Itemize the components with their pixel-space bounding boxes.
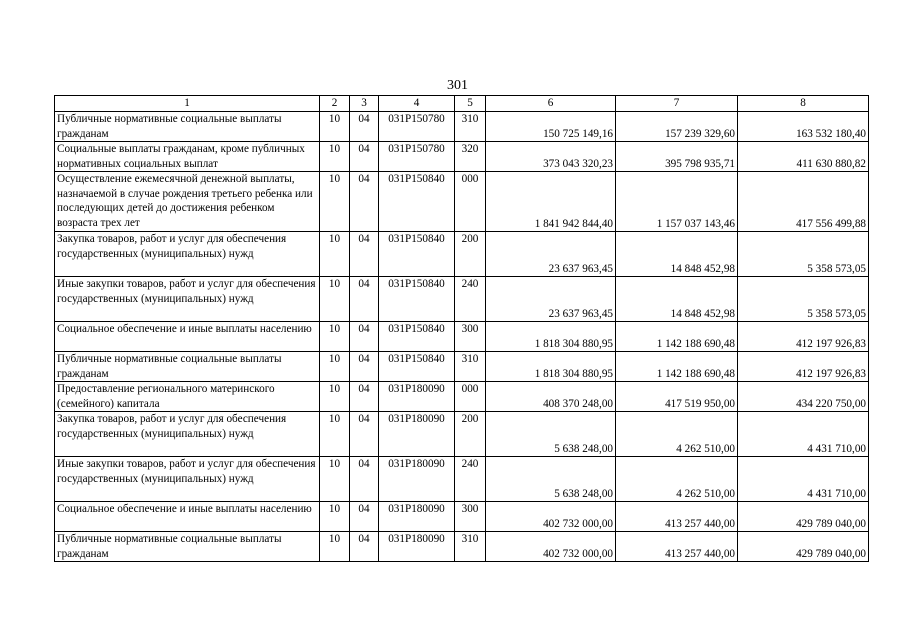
target-article-cell: 031P150840: [379, 172, 455, 232]
amount-col6-cell: 408 370 248,00: [486, 382, 616, 412]
table-header-row: [55, 96, 869, 112]
target-article-cell: 031P180090: [379, 382, 455, 412]
amount-col8-cell: 429 789 040,00: [738, 532, 869, 562]
row-name-cell: Социальные выплаты гражданам, кроме публичных нормативных социальных выплат: [55, 142, 320, 172]
section-code-cell: 10: [320, 382, 350, 412]
row-name-cell: Осуществление ежемесячной денежной выплаты, назначаемой в случае рождения третьего ребенка или последующих детей до достижения ребенком возраста трех лет: [55, 172, 320, 232]
section-code-cell: 10: [320, 172, 350, 232]
table-row: [55, 457, 869, 502]
subsection-code-cell: 04: [350, 412, 379, 457]
table-row: [55, 352, 869, 382]
amount-col8-cell: 412 197 926,83: [738, 352, 869, 382]
target-article-cell: 031P180090: [379, 532, 455, 562]
target-article-cell: 031P150780: [379, 112, 455, 142]
amount-col8-cell: 5 358 573,05: [738, 277, 869, 322]
table-row: [55, 322, 869, 352]
table-row: [55, 232, 869, 277]
amount-col7-cell: 4 262 510,00: [616, 457, 738, 502]
budget-table: [54, 95, 869, 562]
amount-col8-cell: 412 197 926,83: [738, 322, 869, 352]
subsection-code-cell: 04: [350, 172, 379, 232]
amount-col6-cell: 1 818 304 880,95: [486, 322, 616, 352]
amount-col6-cell: 402 732 000,00: [486, 502, 616, 532]
subsection-code-cell: 04: [350, 532, 379, 562]
row-name-cell: Публичные нормативные социальные выплаты гражданам: [55, 112, 320, 142]
section-code-cell: 10: [320, 277, 350, 322]
amount-col8-cell: 434 220 750,00: [738, 382, 869, 412]
target-article-cell: 031P180090: [379, 412, 455, 457]
table-row: [55, 112, 869, 142]
expense-type-cell: 310: [455, 352, 486, 382]
section-code-cell: 10: [320, 322, 350, 352]
expense-type-cell: 200: [455, 412, 486, 457]
target-article-cell: 031P150840: [379, 352, 455, 382]
row-name-cell: Закупка товаров, работ и услуг для обеспечения государственных (муниципальных) нужд: [55, 412, 320, 457]
amount-col7-cell: 14 848 452,98: [616, 232, 738, 277]
amount-col6-cell: 5 638 248,00: [486, 412, 616, 457]
expense-type-cell: 310: [455, 112, 486, 142]
amount-col8-cell: 429 789 040,00: [738, 502, 869, 532]
amount-col7-cell: 1 142 188 690,48: [616, 322, 738, 352]
expense-type-cell: 000: [455, 382, 486, 412]
expense-type-cell: 300: [455, 502, 486, 532]
amount-col7-cell: 413 257 440,00: [616, 532, 738, 562]
amount-col8-cell: 163 532 180,40: [738, 112, 869, 142]
target-article-cell: 031P150840: [379, 232, 455, 277]
amount-col6-cell: 5 638 248,00: [486, 457, 616, 502]
expense-type-cell: 310: [455, 532, 486, 562]
column-header-7: 7: [616, 96, 738, 112]
amount-col6-cell: 1 841 942 844,40: [486, 172, 616, 232]
column-header-8: 8: [738, 96, 869, 112]
expense-type-cell: 200: [455, 232, 486, 277]
target-article-cell: 031P150780: [379, 142, 455, 172]
row-name-cell: Иные закупки товаров, работ и услуг для обеспечения государственных (муниципальных) нужд: [55, 457, 320, 502]
section-code-cell: 10: [320, 412, 350, 457]
target-article-cell: 031P150840: [379, 322, 455, 352]
amount-col7-cell: 1 157 037 143,46: [616, 172, 738, 232]
table-row: [55, 172, 869, 232]
column-header-5: 5: [455, 96, 486, 112]
section-code-cell: 10: [320, 457, 350, 502]
subsection-code-cell: 04: [350, 502, 379, 532]
table-row: [55, 382, 869, 412]
amount-col7-cell: 4 262 510,00: [616, 412, 738, 457]
row-name-cell: Социальное обеспечение и иные выплаты населению: [55, 322, 320, 352]
row-name-cell: Публичные нормативные социальные выплаты гражданам: [55, 532, 320, 562]
amount-col6-cell: 402 732 000,00: [486, 532, 616, 562]
section-code-cell: 10: [320, 502, 350, 532]
column-header-4: 4: [379, 96, 455, 112]
table-row: [55, 412, 869, 457]
row-name-cell: Закупка товаров, работ и услуг для обеспечения государственных (муниципальных) нужд: [55, 232, 320, 277]
subsection-code-cell: 04: [350, 352, 379, 382]
amount-col6-cell: 23 637 963,45: [486, 232, 616, 277]
section-code-cell: 10: [320, 112, 350, 142]
column-header-3: 3: [350, 96, 379, 112]
amount-col8-cell: 417 556 499,88: [738, 172, 869, 232]
amount-col8-cell: 5 358 573,05: [738, 232, 869, 277]
subsection-code-cell: 04: [350, 277, 379, 322]
amount-col7-cell: 14 848 452,98: [616, 277, 738, 322]
page-number: 301: [447, 78, 468, 93]
subsection-code-cell: 04: [350, 112, 379, 142]
section-code-cell: 10: [320, 532, 350, 562]
column-header-1: 1: [55, 96, 320, 112]
expense-type-cell: 240: [455, 457, 486, 502]
expense-type-cell: 320: [455, 142, 486, 172]
subsection-code-cell: 04: [350, 457, 379, 502]
target-article-cell: 031P180090: [379, 502, 455, 532]
amount-col6-cell: 1 818 304 880,95: [486, 352, 616, 382]
amount-col7-cell: 417 519 950,00: [616, 382, 738, 412]
amount-col7-cell: 395 798 935,71: [616, 142, 738, 172]
amount-col8-cell: 411 630 880,82: [738, 142, 869, 172]
subsection-code-cell: 04: [350, 232, 379, 277]
amount-col7-cell: 157 239 329,60: [616, 112, 738, 142]
column-header-6: 6: [486, 96, 616, 112]
amount-col8-cell: 4 431 710,00: [738, 412, 869, 457]
amount-col7-cell: 413 257 440,00: [616, 502, 738, 532]
amount-col6-cell: 150 725 149,16: [486, 112, 616, 142]
table-row: [55, 277, 869, 322]
subsection-code-cell: 04: [350, 142, 379, 172]
expense-type-cell: 300: [455, 322, 486, 352]
table-row: [55, 532, 869, 562]
table-row: [55, 502, 869, 532]
row-name-cell: Публичные нормативные социальные выплаты гражданам: [55, 352, 320, 382]
section-code-cell: 10: [320, 142, 350, 172]
row-name-cell: Предоставление регионального материнского (семейного) капитала: [55, 382, 320, 412]
subsection-code-cell: 04: [350, 322, 379, 352]
section-code-cell: 10: [320, 232, 350, 277]
row-name-cell: Социальное обеспечение и иные выплаты населению: [55, 502, 320, 532]
amount-col6-cell: 373 043 320,23: [486, 142, 616, 172]
amount-col7-cell: 1 142 188 690,48: [616, 352, 738, 382]
row-name-cell: Иные закупки товаров, работ и услуг для обеспечения государственных (муниципальных) нужд: [55, 277, 320, 322]
column-header-2: 2: [320, 96, 350, 112]
target-article-cell: 031P150840: [379, 277, 455, 322]
amount-col6-cell: 23 637 963,45: [486, 277, 616, 322]
amount-col8-cell: 4 431 710,00: [738, 457, 869, 502]
table-row: [55, 142, 869, 172]
section-code-cell: 10: [320, 352, 350, 382]
target-article-cell: 031P180090: [379, 457, 455, 502]
expense-type-cell: 240: [455, 277, 486, 322]
subsection-code-cell: 04: [350, 382, 379, 412]
expense-type-cell: 000: [455, 172, 486, 232]
